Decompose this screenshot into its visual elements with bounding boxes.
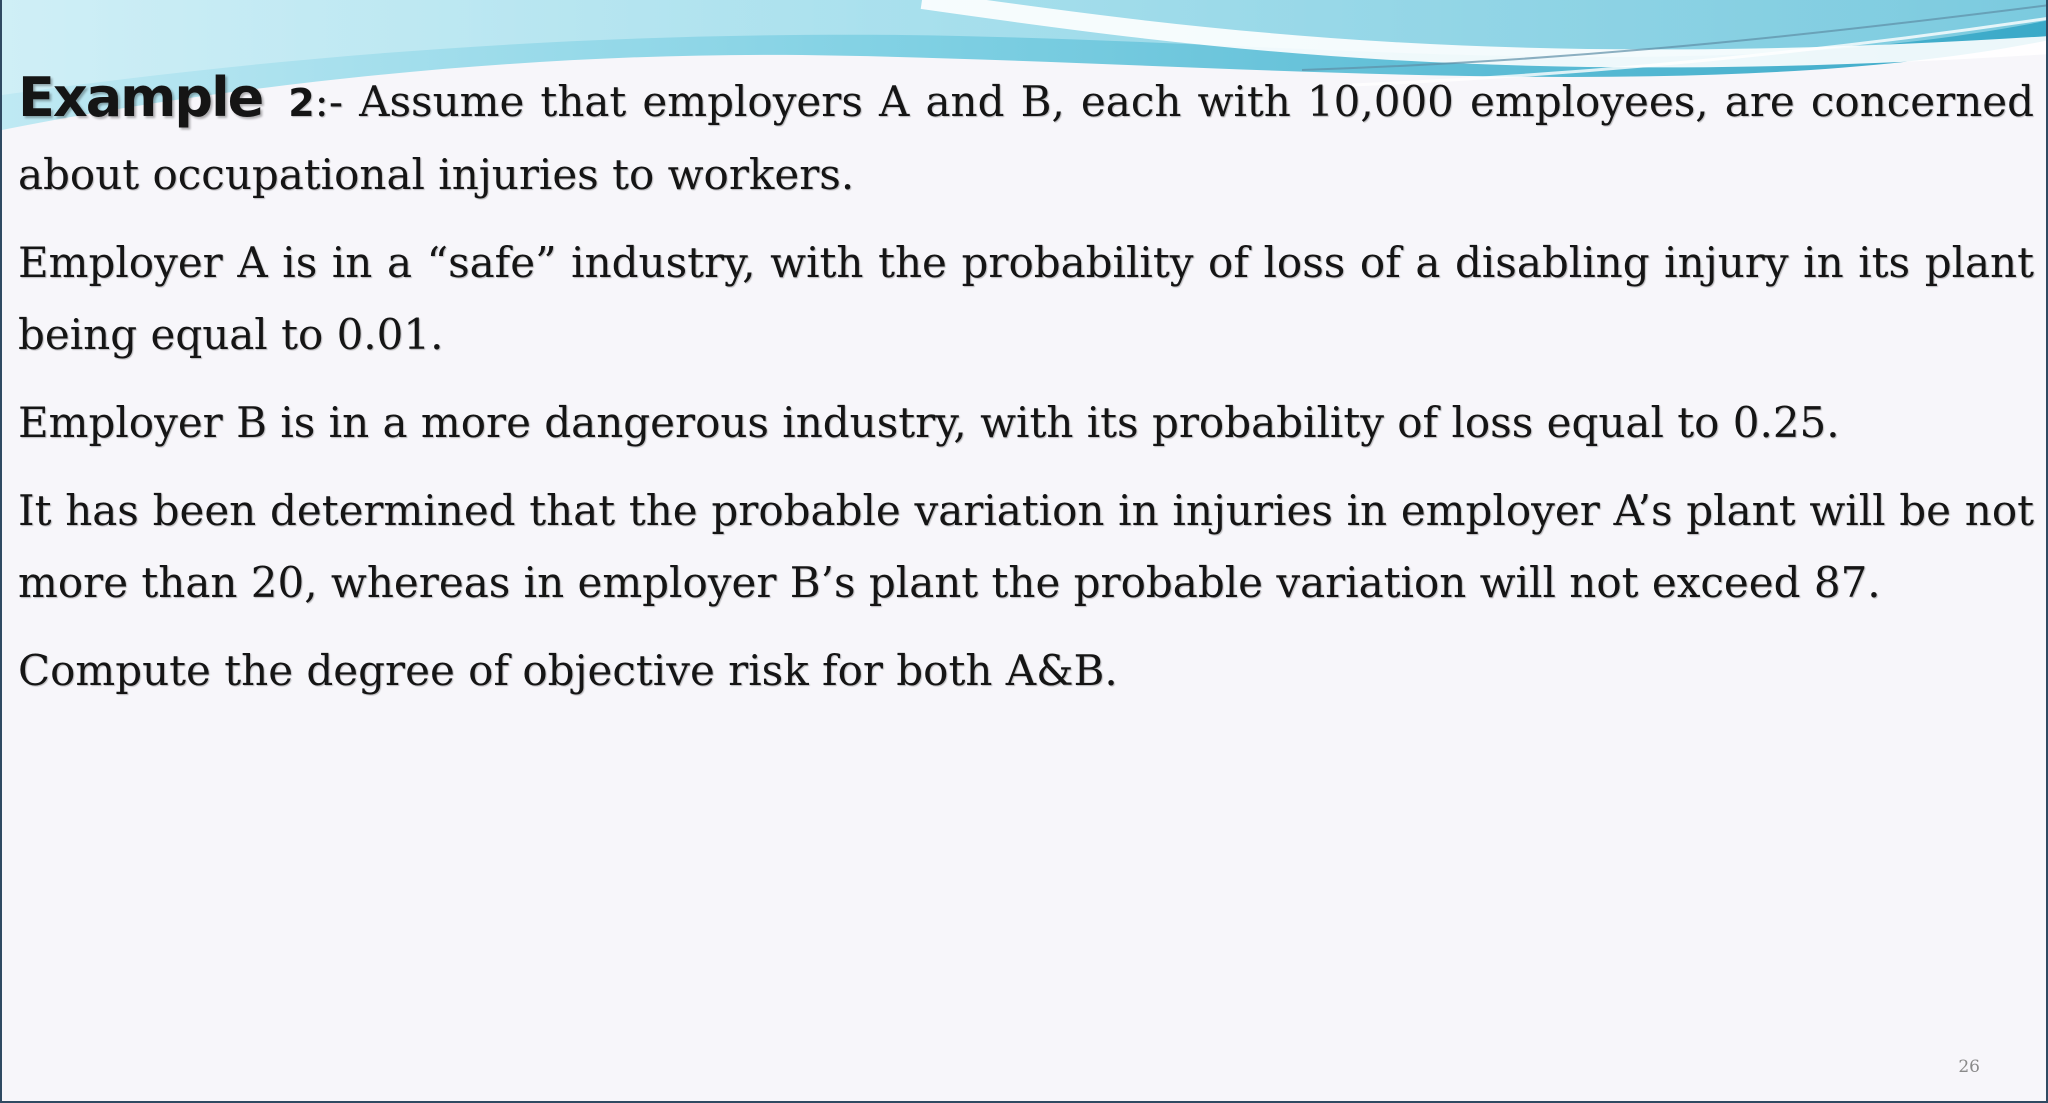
compute-paragraph: Compute the degree of objective risk for both A&B. bbox=[18, 646, 1118, 695]
employer-a-paragraph: Employer A is in a “safe” industry, with the probability of loss of a disabling injury in its plant being equal to 0.01. bbox=[18, 238, 2034, 359]
intro-text: Assume that employers A and B, each with 10,000 employees, are concerned about occupational injuries to workers. bbox=[18, 77, 2034, 199]
example-separator: :- bbox=[314, 77, 344, 126]
employer-b-paragraph: Employer B is in a more dangerous industry, with its probability of loss equal to 0.25. bbox=[18, 398, 1840, 447]
page-number: 26 bbox=[1958, 1057, 1980, 1077]
variation-paragraph: It has been determined that the probable variation in injuries in employer A’s plant will be not more than 20, whereas in employer B’s plant the probable variation will not exceed 87. bbox=[18, 486, 2034, 607]
example-number: 2 bbox=[288, 81, 315, 125]
slide-content bbox=[18, 62, 2034, 723]
intro-paragraph bbox=[18, 62, 2034, 211]
example-label: Example bbox=[18, 66, 263, 129]
